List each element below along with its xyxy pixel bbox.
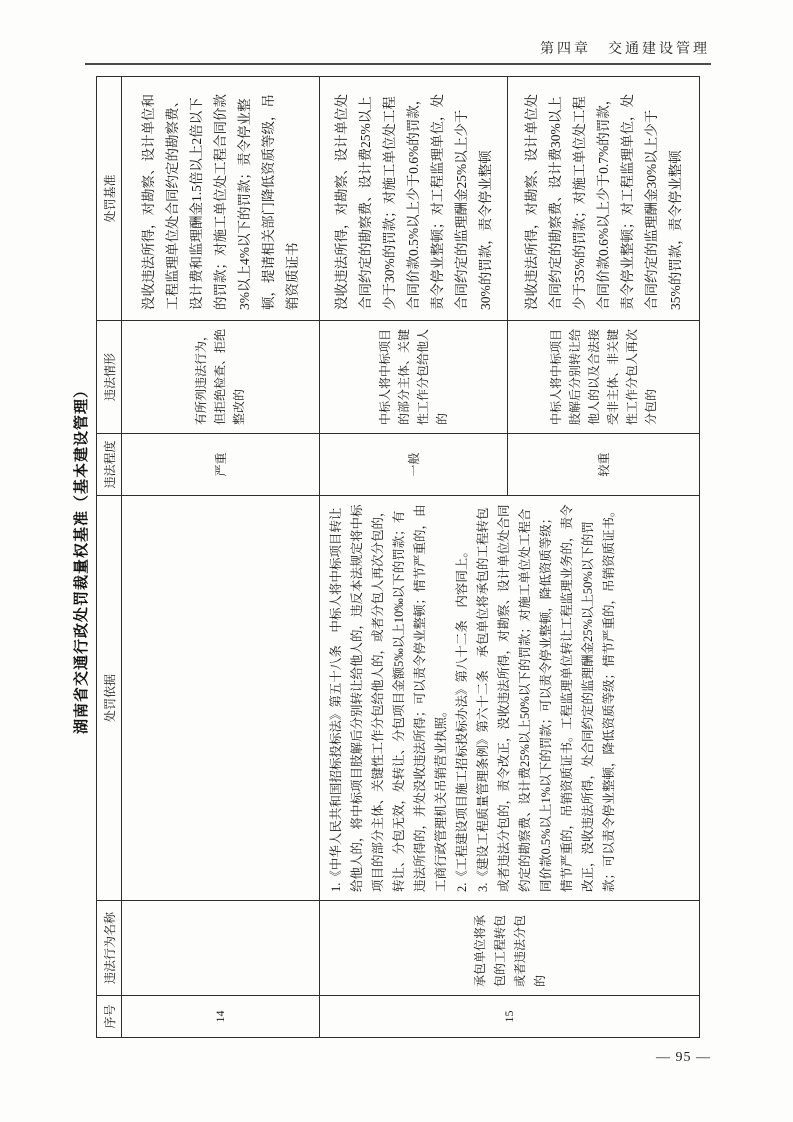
col-header-violation-degree: 违法程度 (97, 434, 122, 496)
row14-serial: 14 (122, 996, 320, 1038)
col-header-violation-name: 违法行为名称 (97, 901, 122, 996)
row15-penalty-basis (320, 496, 700, 901)
table-row (320, 77, 508, 1038)
row15-sub1-circumstance: 中标人将中标项目的部分主体、关键性工作分包给他人的 (320, 321, 508, 434)
col-header-serial: 序号 (97, 996, 122, 1038)
row15-sub2-degree: 较重 (508, 434, 700, 496)
row14-benchmark: 没收违法所得，对勘察、设计单位和工程监理单位处合同约定的勘察费、设计费和监理酬金1.5倍以上2倍以下的罚款；对施工单位处工程合同价款3%以上4%以下的罚款；责令停业整顿，提请相关部门降低资质等级，吊销资质证书 (122, 77, 320, 321)
row14-penalty-basis (122, 496, 320, 901)
col-header-penalty-basis: 处罚依据 (97, 496, 122, 901)
table-title: 湖南省交通行政处罚裁量权基准（基本建设管理） (74, 382, 90, 735)
basis-item-3: 3.《建设工程质量管理条例》第六十二条 承包单位将承包的工程转包或者违法分包的，责令改正，没收违法所得，对勘察、设计单位处合同约定的勘察费、设计费25%以上50%以下的罚款；对施工单位处工程合同价款0.5%以上1%以下的罚款；可以责令停业整顿，降低资质等级；情节严重的，吊销资质证书。工程监理单位转让工程监理业务的，责令改正，没收违法所得，处合同约定的监理酬金25%以上50%以下的罚款；可以责令停业整顿，降低资质等级；情节严重的，吊销资质证书。 (476, 504, 616, 892)
table-header-row (97, 77, 122, 1038)
col-header-violation-circumstance: 违法情形 (97, 321, 122, 434)
row14-degree: 严重 (122, 434, 320, 496)
basis-item-2: 2.《工程建设项目施工招标投标办法》第八十二条 内容同上。 (455, 545, 469, 892)
row15-serial: 15 (320, 996, 700, 1038)
chapter-running-head: 第四章 交通建设管理 (540, 42, 710, 57)
penalty-benchmark-table (96, 76, 700, 1038)
page-number: — 95 — (656, 1050, 711, 1065)
table-row (122, 77, 320, 1038)
row15-sub2-benchmark: 没收违法所得，对勘察、设计单位处合同约定的勘察费、设计费30%以上少于35%的罚款；对施工单位处工程合同价款0.6%以上少于0.7%的罚款，责令停业整顿；对工程监理单位，处合同约定的监理酬金30%以上少于35%的罚款，责令停业整顿 (508, 77, 700, 321)
header-rule (85, 63, 711, 65)
row15-sub1-degree: 一般 (320, 434, 508, 496)
row15-sub2-circumstance: 中标人将中标项目肢解后分别转让给他人的以及合法接受非主体、非关键性工作分包人再次分包的 (508, 321, 700, 434)
rotated-landscape-block (70, 78, 710, 1038)
row15-sub1-benchmark: 没收违法所得，对勘察、设计单位处合同约定的勘察费、设计费25%以上少于30%的罚款；对施工单位处工程合同价款0.5%以上少于0.6%的罚款，责令停业整顿；对工程监理单位，处合同约定的监理酬金25%以上少于30%的罚款，责令停业整顿 (320, 77, 508, 321)
row14-circumstance: 有所列违法行为，但拒绝检查、拒绝整改的 (122, 321, 320, 434)
col-header-penalty-benchmark: 处罚基准 (97, 77, 122, 321)
row15-violation-name: 承包单位将承包的工程转包或者违法分包的 (320, 901, 700, 996)
basis-item-1: 1.《中华人民共和国招标投标法》第五十八条 中标人将中标项目转让给他人的，将中标项目肢解后分别转让给他人的，违反本法规定将中标项目的部分主体、关键性工作分包给他人的，或者分包人再次分包的，转让、分包无效，处转让、分包项目金额5‰以上10‰以下的罚款；有违法所得的，并处没收违法所得；可以责令停业整顿；情节严重的，由工商行政管理机关吊销营业执照。 (329, 504, 448, 892)
row14-violation-name (122, 901, 320, 996)
